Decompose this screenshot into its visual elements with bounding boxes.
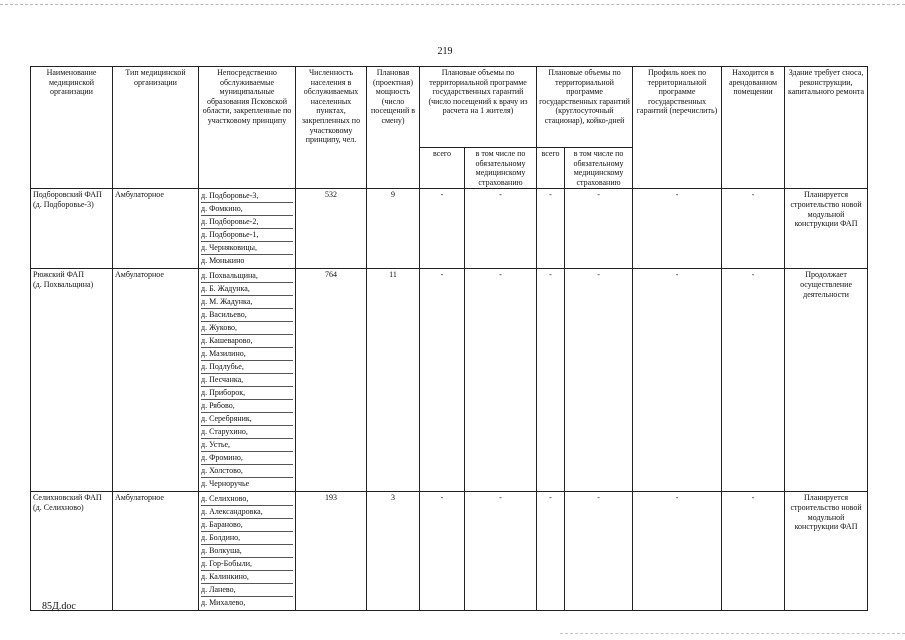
- building-status-cell: Планируется строительство новой модульной конструкции ФАП: [785, 492, 868, 611]
- places-list: [201, 270, 293, 490]
- place-item: д. Гор-Бобыли,: [201, 558, 293, 571]
- place-item: д. Рябово,: [201, 400, 293, 413]
- header-served-municipalities: Непосредственно обслуживаемые муниципальные образования Псковской области, закрепленные по участковому принципу: [199, 67, 296, 189]
- places-cell: [199, 189, 296, 269]
- place-item: д. Фромино,: [201, 452, 293, 465]
- org-type-cell: Амбулаторное: [113, 492, 199, 611]
- place-item: д. Александровка,: [201, 506, 293, 519]
- outpatient-oms-cell: -: [465, 492, 537, 611]
- leased-cell: -: [722, 189, 785, 269]
- outpatient-oms-cell: -: [465, 269, 537, 492]
- place-item: д. Серебряник,: [201, 413, 293, 426]
- population-cell: 193: [296, 492, 367, 611]
- place-item: д. Подлубье,: [201, 361, 293, 374]
- population-cell: 532: [296, 189, 367, 269]
- header-org-type: Тип медицинской организации: [113, 67, 199, 189]
- place-item: д. Похвальщина,: [201, 270, 293, 283]
- place-item: д. Васильево,: [201, 309, 293, 322]
- subheader-including-oms: в том числе по обязательному медицинскому страхованию: [565, 148, 633, 189]
- subheader-including-oms: в том числе по обязательному медицинскому страхованию: [465, 148, 537, 189]
- header-daycare-volume: Плановые объемы по территориальной программе государственных гарантий (круглосуточный стационар), койко-дней: [537, 67, 633, 148]
- footer-filename: 85Д.doc: [42, 601, 76, 612]
- place-item: д. Селихново,: [201, 493, 293, 506]
- place-item: д. Ланево,: [201, 584, 293, 597]
- building-status-cell: Продолжает осуществление деятельности: [785, 269, 868, 492]
- bed-profile-cell: -: [633, 189, 722, 269]
- places-list: [201, 190, 293, 267]
- subheader-total: всего: [537, 148, 565, 189]
- header-outpatient-volume: Плановые объемы по территориальной программе государственных гарантий (число посещений к врачу из расчета на 1 жителя): [420, 67, 537, 148]
- org-type-cell: Амбулаторное: [113, 269, 199, 492]
- place-item: д. Мазилино,: [201, 348, 293, 361]
- place-item: д. Болдино,: [201, 532, 293, 545]
- outpatient-total-cell: -: [420, 269, 465, 492]
- leased-cell: -: [722, 269, 785, 492]
- place-item: д. Кашеварово,: [201, 335, 293, 348]
- place-item: д. Михалево,: [201, 598, 246, 608]
- daycare-oms-cell: -: [565, 269, 633, 492]
- header-org-name: Наименование медицинской организации: [31, 67, 113, 189]
- org-name-cell: Рюжский ФАП (д. Похвальщина): [31, 269, 113, 492]
- capacity-cell: 11: [367, 269, 420, 492]
- place-item: д. Старухино,: [201, 426, 293, 439]
- building-status-cell: Планируется строительство новой модульной конструкции ФАП: [785, 189, 868, 269]
- place-item: д. Приборок,: [201, 387, 293, 400]
- header-leased: Находится в арендованном помещении: [722, 67, 785, 189]
- subheader-total: всего: [420, 148, 465, 189]
- places-cell: [199, 492, 296, 611]
- bed-profile-cell: -: [633, 269, 722, 492]
- place-item: д. Подборовье-1,: [201, 229, 293, 242]
- places-list: [201, 493, 293, 609]
- place-item: д. Б. Жадунка,: [201, 283, 293, 296]
- place-item: д. Черняковицы,: [201, 242, 293, 255]
- header-population: Численность населения в обслуживаемых населенных пунктах, закрепленных по участковому принципу, чел.: [296, 67, 367, 189]
- daycare-oms-cell: -: [565, 492, 633, 611]
- table-row: [31, 269, 868, 492]
- place-item: д. Подборовье-2,: [201, 216, 293, 229]
- place-item: д. Холстово,: [201, 465, 293, 478]
- header-bed-profile: Профиль коек по территориальной программе государственных гарантий (перечислить): [633, 67, 722, 189]
- daycare-total-cell: -: [537, 269, 565, 492]
- places-cell: [199, 269, 296, 492]
- place-item: д. Калинкино,: [201, 571, 293, 584]
- place-item: д. Черноручье: [201, 479, 250, 489]
- daycare-total-cell: -: [537, 492, 565, 611]
- leased-cell: -: [722, 492, 785, 611]
- scan-edge-bottom: [560, 633, 905, 634]
- scan-edge-top: [0, 4, 905, 5]
- place-item: д. Подборовье-3,: [201, 190, 293, 203]
- place-item: д. Жуково,: [201, 322, 293, 335]
- population-cell: 764: [296, 269, 367, 492]
- header-capacity: Плановая (проектная) мощность (число посещений в смену): [367, 67, 420, 189]
- place-item: д. Фомкино,: [201, 203, 293, 216]
- org-type-cell: Амбулаторное: [113, 189, 199, 269]
- outpatient-total-cell: -: [420, 492, 465, 611]
- facilities-table: [30, 66, 868, 611]
- place-item: д. Волкуша,: [201, 545, 293, 558]
- daycare-total-cell: -: [537, 189, 565, 269]
- org-name-cell: Подборовский ФАП (д. Подборовье-3): [31, 189, 113, 269]
- table-row: [31, 492, 868, 611]
- daycare-oms-cell: -: [565, 189, 633, 269]
- org-name-cell: Селихновский ФАП (д. Селихново): [31, 492, 113, 611]
- capacity-cell: 3: [367, 492, 420, 611]
- place-item: д. Монькино: [201, 256, 245, 266]
- outpatient-oms-cell: -: [465, 189, 537, 269]
- table-row: [31, 189, 868, 269]
- outpatient-total-cell: -: [420, 189, 465, 269]
- header-row: [31, 67, 868, 148]
- place-item: д. Устье,: [201, 439, 293, 452]
- header-building-status: Здание требует сноса, реконструкции, капитального ремонта: [785, 67, 868, 189]
- place-item: д. Песчанка,: [201, 374, 293, 387]
- capacity-cell: 9: [367, 189, 420, 269]
- place-item: д. Бараново,: [201, 519, 293, 532]
- place-item: д. М. Жадунка,: [201, 296, 293, 309]
- bed-profile-cell: -: [633, 492, 722, 611]
- page-number: 219: [437, 46, 453, 57]
